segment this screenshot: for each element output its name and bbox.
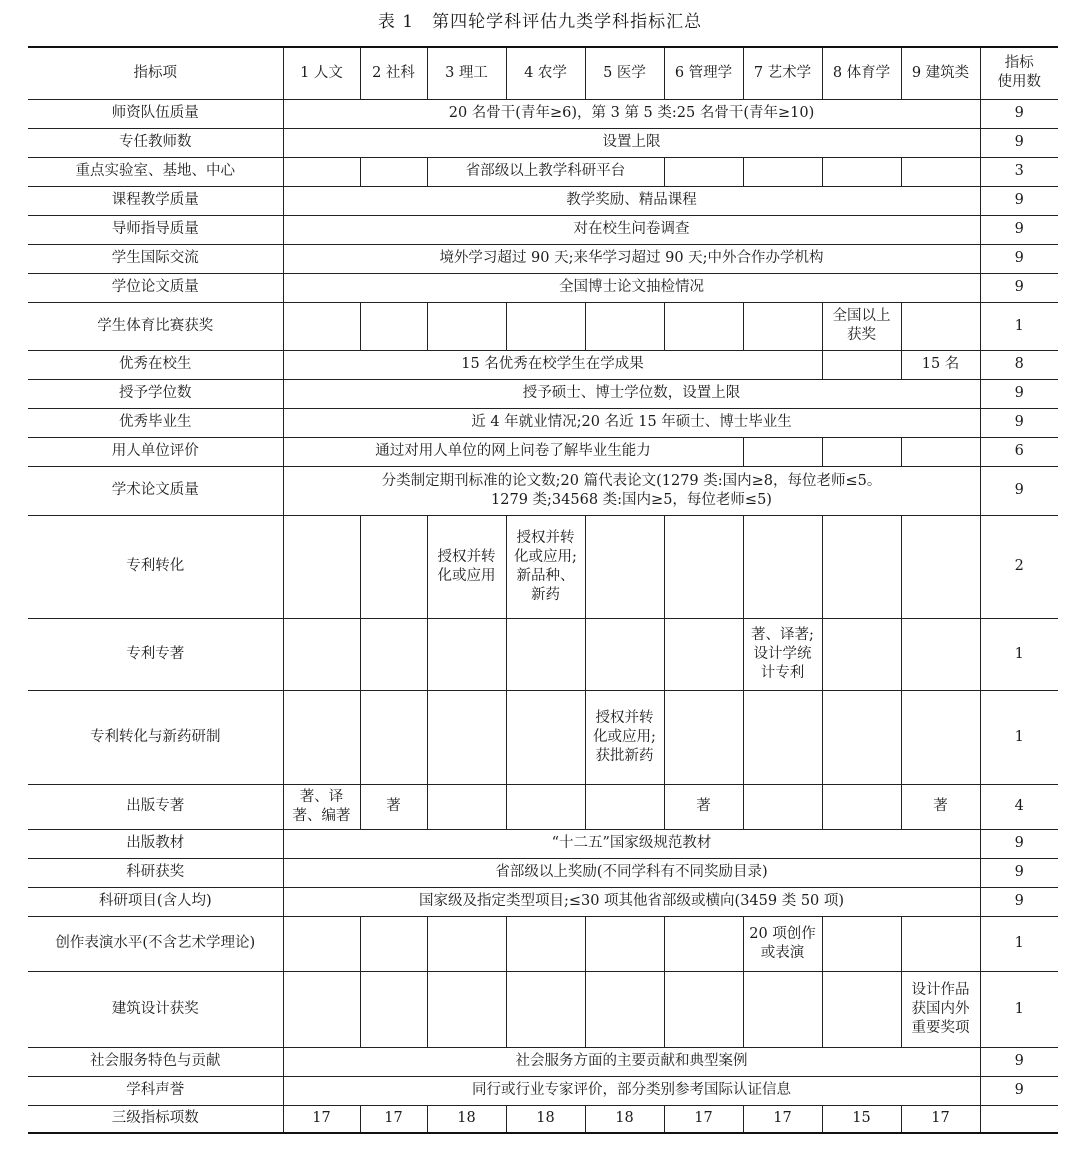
header-cat-8: 8 体育学: [822, 47, 901, 99]
table-row: [28, 244, 1058, 273]
total-cat-5: 18: [585, 1105, 664, 1133]
table-row: [28, 408, 1058, 437]
empty-cell: [506, 690, 585, 784]
empty-cell: [901, 618, 980, 690]
empty-cell: [822, 618, 901, 690]
usage-count: 9: [980, 215, 1058, 244]
cell-cat-6: 著: [664, 784, 743, 829]
table-row: [28, 157, 1058, 186]
empty-cell: [360, 515, 427, 618]
indicator-name: 专利专著: [28, 618, 283, 690]
table-row: [28, 437, 1058, 466]
cell-cat-9: 设计作品获国内外重要奖项: [901, 971, 980, 1047]
empty-cell: [585, 916, 664, 971]
empty-cell: [664, 618, 743, 690]
indicator-name: 用人单位评价: [28, 437, 283, 466]
merged-cell-line-2: 1279 类;34568 类:国内≥5，每位老师≤5): [491, 491, 772, 508]
merged-cell: 20 名骨干(青年≥6)，第 3 第 5 类:25 名骨干(青年≥10): [283, 99, 980, 128]
header-cat-9: 9 建筑类: [901, 47, 980, 99]
cell-cat-3: 授权并转化或应用: [427, 515, 506, 618]
indicator-name: 专利转化与新药研制: [28, 690, 283, 784]
total-cat-4: 18: [506, 1105, 585, 1133]
empty-cell: [427, 784, 506, 829]
indicator-name: 重点实验室、基地、中心: [28, 157, 283, 186]
empty-cell: [743, 515, 822, 618]
empty-cell: [283, 690, 360, 784]
empty-cell: [283, 971, 360, 1047]
usage-count: 9: [980, 186, 1058, 215]
empty-cell: [585, 515, 664, 618]
merged-cell: 通过对用人单位的网上问卷了解毕业生能力: [283, 437, 743, 466]
cell-cat-7: 20 项创作或表演: [743, 916, 822, 971]
merged-cell: 15 名优秀在校学生在学成果: [283, 350, 822, 379]
table-row: [28, 784, 1058, 829]
merged-cell: 设置上限: [283, 128, 980, 157]
usage-count: 9: [980, 858, 1058, 887]
empty-cell: [585, 618, 664, 690]
empty-cell: [664, 690, 743, 784]
empty-cell: [585, 784, 664, 829]
empty-cell: [822, 971, 901, 1047]
indicator-name: 出版专著: [28, 784, 283, 829]
empty-cell: [360, 690, 427, 784]
usage-count: 1: [980, 618, 1058, 690]
empty-cell: [822, 690, 901, 784]
empty-cell: [427, 302, 506, 350]
merged-cell: 对在校生问卷调查: [283, 215, 980, 244]
table-row: [28, 515, 1058, 618]
empty-cell: [822, 437, 901, 466]
header-usage-count: 指标 使用数: [980, 47, 1058, 99]
empty-cell: [822, 157, 901, 186]
table-row: [28, 215, 1058, 244]
empty-cell: [901, 302, 980, 350]
cell-cat-9: 15 名: [901, 350, 980, 379]
header-cat-1: 1 人文: [283, 47, 360, 99]
cell-cat-9: 著: [901, 784, 980, 829]
usage-count: 4: [980, 784, 1058, 829]
merged-cell: 教学奖励、精品课程: [283, 186, 980, 215]
table-row: [28, 829, 1058, 858]
indicator-name: 科研获奖: [28, 858, 283, 887]
usage-count: 9: [980, 887, 1058, 916]
merged-cell: [283, 466, 980, 515]
merged-cell: 省部级以上教学科研平台: [427, 157, 664, 186]
empty-cell: [360, 157, 427, 186]
indicator-name: 课程教学质量: [28, 186, 283, 215]
empty-cell: [664, 916, 743, 971]
merged-cell: 社会服务方面的主要贡献和典型案例: [283, 1047, 980, 1076]
empty-cell: [283, 157, 360, 186]
indicator-name: 专利转化: [28, 515, 283, 618]
table-row: [28, 1076, 1058, 1105]
table-row: [28, 350, 1058, 379]
totals-row: [28, 1105, 1058, 1133]
empty-cell: [585, 302, 664, 350]
header-cat-6: 6 管理学: [664, 47, 743, 99]
cell-cat-1: 著、译著、编著: [283, 784, 360, 829]
header-cat-4: 4 农学: [506, 47, 585, 99]
table-row: [28, 186, 1058, 215]
usage-count: 9: [980, 466, 1058, 515]
empty-cell: [427, 618, 506, 690]
indicator-table: [28, 46, 1058, 1134]
total-cat-6: 17: [664, 1105, 743, 1133]
table-row: [28, 971, 1058, 1047]
table-row: [28, 887, 1058, 916]
empty-cell: [664, 157, 743, 186]
indicator-name: 学位论文质量: [28, 273, 283, 302]
table-row: [28, 618, 1058, 690]
table-row: [28, 379, 1058, 408]
empty-cell: [506, 784, 585, 829]
cell-cat-4: 授权并转化或应用;新品种、新药: [506, 515, 585, 618]
usage-count: 9: [980, 379, 1058, 408]
table-row: [28, 916, 1058, 971]
cell-cat-8: 全国以上获奖: [822, 302, 901, 350]
empty-cell: [506, 916, 585, 971]
empty-cell: [283, 302, 360, 350]
empty-cell: [283, 618, 360, 690]
table-row: [28, 128, 1058, 157]
usage-count: 9: [980, 1047, 1058, 1076]
empty-cell: [506, 302, 585, 350]
empty-cell: [427, 690, 506, 784]
empty-cell: [743, 302, 822, 350]
merged-cell: 近 4 年就业情况;20 名近 15 年硕士、博士毕业生: [283, 408, 980, 437]
header-cat-2: 2 社科: [360, 47, 427, 99]
usage-count: [980, 1105, 1058, 1133]
empty-cell: [283, 515, 360, 618]
header-cat-3: 3 理工: [427, 47, 506, 99]
empty-cell: [427, 916, 506, 971]
cell-cat-2: 著: [360, 784, 427, 829]
usage-count: 9: [980, 244, 1058, 273]
merged-cell: 授予硕士、博士学位数，设置上限: [283, 379, 980, 408]
empty-cell: [360, 302, 427, 350]
table-row: [28, 466, 1058, 515]
table-row: [28, 1047, 1058, 1076]
merged-cell: 省部级以上奖励(不同学科有不同奖励目录): [283, 858, 980, 887]
usage-count: 1: [980, 916, 1058, 971]
indicator-name: 学生体育比赛获奖: [28, 302, 283, 350]
total-cat-8: 15: [822, 1105, 901, 1133]
indicator-name: 导师指导质量: [28, 215, 283, 244]
usage-count: 3: [980, 157, 1058, 186]
merged-cell: “十二五”国家级规范教材: [283, 829, 980, 858]
empty-cell: [901, 690, 980, 784]
empty-cell: [901, 515, 980, 618]
indicator-name: 专任教师数: [28, 128, 283, 157]
empty-cell: [743, 784, 822, 829]
usage-count: 1: [980, 971, 1058, 1047]
cell-cat-7: 著、译著;设计学统计专利: [743, 618, 822, 690]
indicator-name: 社会服务特色与贡献: [28, 1047, 283, 1076]
usage-count: 9: [980, 99, 1058, 128]
empty-cell: [585, 971, 664, 1047]
usage-count: 6: [980, 437, 1058, 466]
empty-cell: [822, 916, 901, 971]
empty-cell: [283, 916, 360, 971]
empty-cell: [901, 157, 980, 186]
indicator-name: 师资队伍质量: [28, 99, 283, 128]
empty-cell: [664, 302, 743, 350]
indicator-name: 出版教材: [28, 829, 283, 858]
usage-count: 9: [980, 829, 1058, 858]
merged-cell: 同行或行业专家评价，部分类别参考国际认证信息: [283, 1076, 980, 1105]
header-cat-5: 5 医学: [585, 47, 664, 99]
empty-cell: [822, 515, 901, 618]
empty-cell: [901, 916, 980, 971]
table-row: [28, 858, 1058, 887]
indicator-name: 科研项目(含人均): [28, 887, 283, 916]
indicator-name: 优秀在校生: [28, 350, 283, 379]
indicator-name: 三级指标项数: [28, 1105, 283, 1133]
table-row: [28, 302, 1058, 350]
empty-cell: [743, 157, 822, 186]
empty-cell: [360, 971, 427, 1047]
empty-cell: [822, 350, 901, 379]
header-cat-7: 7 艺术学: [743, 47, 822, 99]
table-title: 表 1 第四轮学科评估九类学科指标汇总: [377, 12, 703, 32]
indicator-name: 授予学位数: [28, 379, 283, 408]
table-row: [28, 273, 1058, 302]
usage-count: 9: [980, 273, 1058, 302]
usage-count: 1: [980, 302, 1058, 350]
header-indicator: 指标项: [28, 47, 283, 99]
total-cat-1: 17: [283, 1105, 360, 1133]
empty-cell: [664, 515, 743, 618]
empty-cell: [427, 971, 506, 1047]
indicator-name: 优秀毕业生: [28, 408, 283, 437]
total-cat-9: 17: [901, 1105, 980, 1133]
usage-count: 1: [980, 690, 1058, 784]
empty-cell: [506, 971, 585, 1047]
empty-cell: [506, 618, 585, 690]
indicator-name: 学术论文质量: [28, 466, 283, 515]
empty-cell: [743, 971, 822, 1047]
cell-cat-5: 授权并转化或应用;获批新药: [585, 690, 664, 784]
indicator-name: 建筑设计获奖: [28, 971, 283, 1047]
total-cat-7: 17: [743, 1105, 822, 1133]
empty-cell: [743, 437, 822, 466]
usage-count: 9: [980, 408, 1058, 437]
merged-cell: 全国博士论文抽检情况: [283, 273, 980, 302]
total-cat-2: 17: [360, 1105, 427, 1133]
indicator-name: 学科声誉: [28, 1076, 283, 1105]
indicator-name: 学生国际交流: [28, 244, 283, 273]
usage-count: 9: [980, 128, 1058, 157]
table-row: [28, 690, 1058, 784]
empty-cell: [360, 618, 427, 690]
usage-count: 2: [980, 515, 1058, 618]
empty-cell: [664, 971, 743, 1047]
empty-cell: [822, 784, 901, 829]
merged-cell-line-1: 分类制定期刊标准的论文数;20 篇代表论文(1279 类:国内≥8，每位老师≤5。: [381, 472, 882, 489]
empty-cell: [360, 916, 427, 971]
usage-count: 9: [980, 1076, 1058, 1105]
indicator-name: 创作表演水平(不含艺术学理论): [28, 916, 283, 971]
merged-cell: 国家级及指定类型项目;≤30 项其他省部级或横向(3459 类 50 项): [283, 887, 980, 916]
usage-count: 8: [980, 350, 1058, 379]
total-cat-3: 18: [427, 1105, 506, 1133]
header-row: [28, 47, 1058, 99]
empty-cell: [901, 437, 980, 466]
table-row: [28, 99, 1058, 128]
empty-cell: [743, 690, 822, 784]
merged-cell: 境外学习超过 90 天;来华学习超过 90 天;中外合作办学机构: [283, 244, 980, 273]
